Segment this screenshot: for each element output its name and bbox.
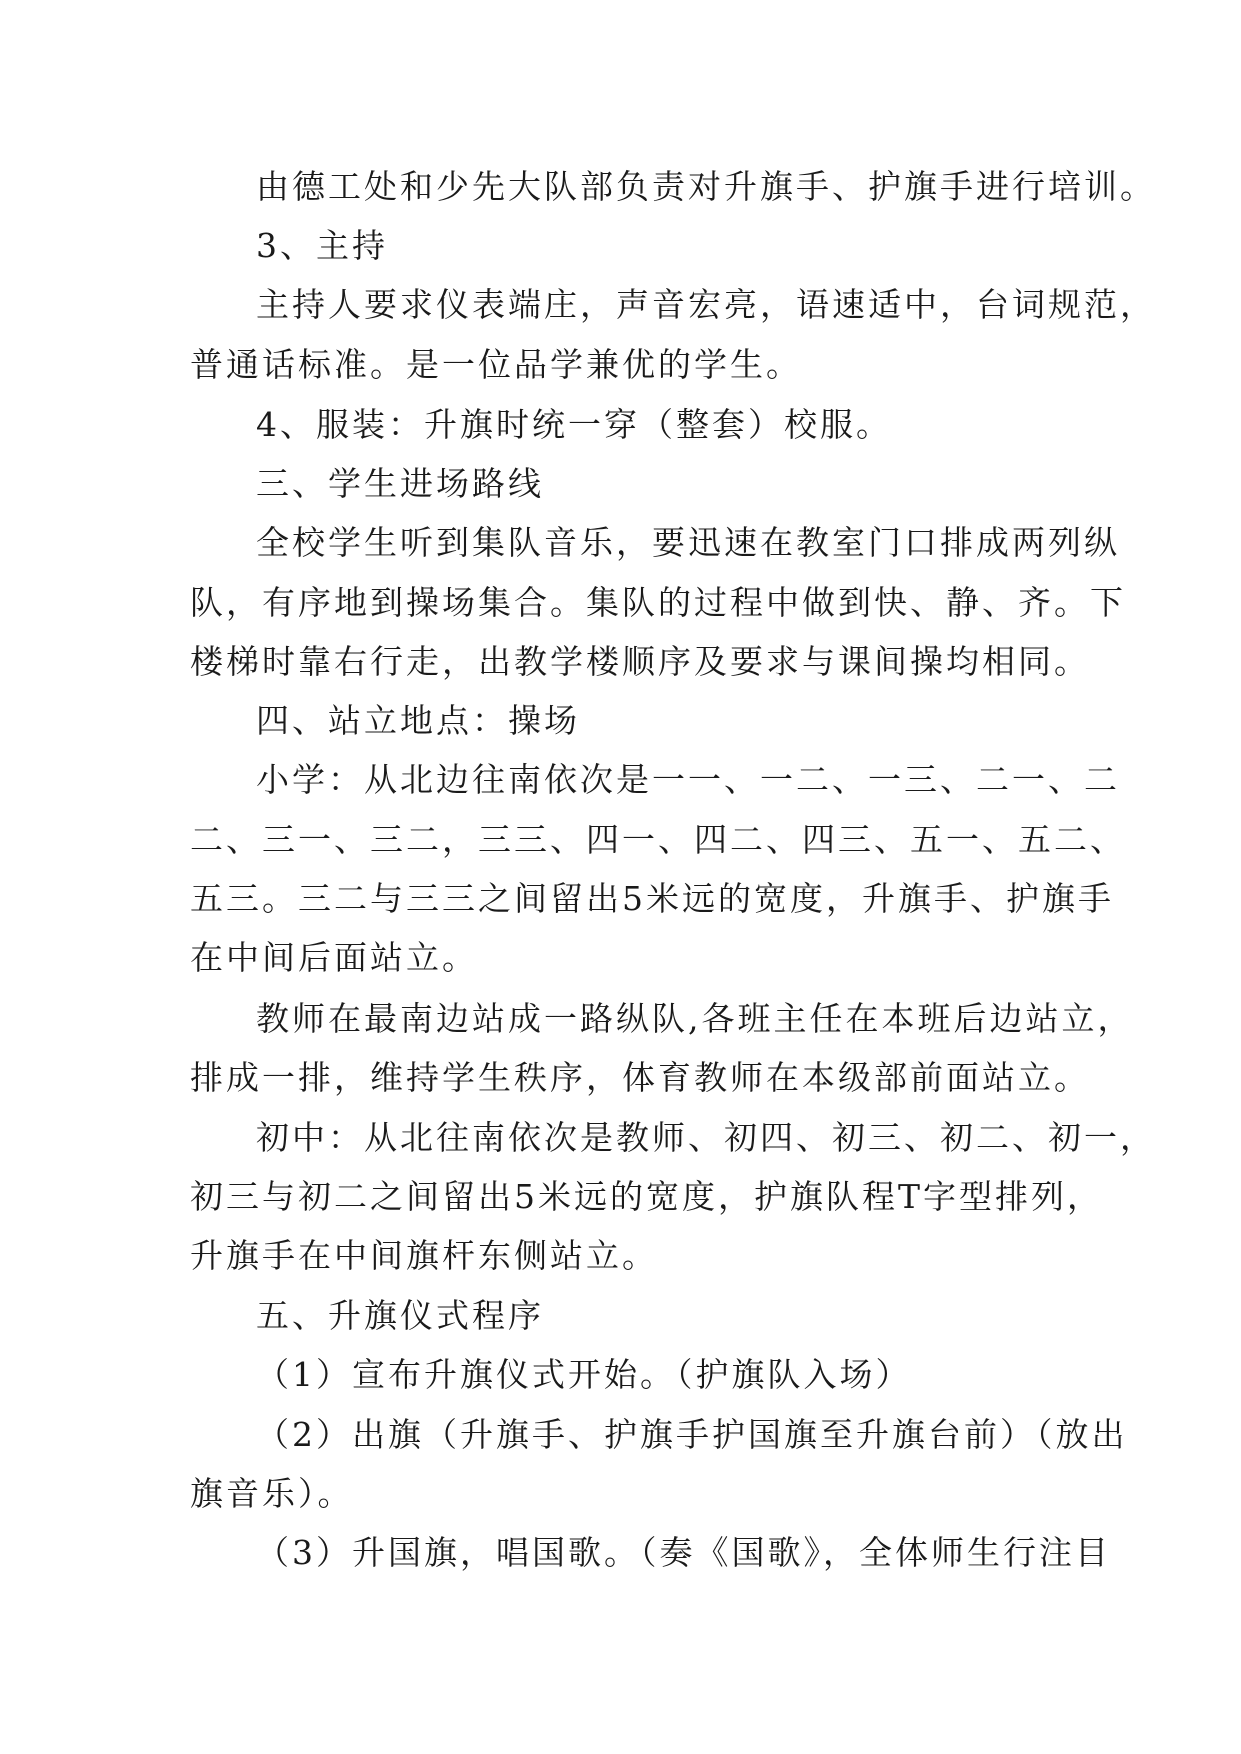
paragraph-line: 教师在最南边站成一路纵队,各班主任在本班后边站立， bbox=[256, 999, 1134, 1038]
paragraph-line: 4、服装：升旗时统一穿（整套）校服。 bbox=[256, 405, 892, 444]
list-item: （3）升国旗，唱国歌。（奏《国歌》，全体师生行注目 bbox=[256, 1533, 1111, 1572]
paragraph-line: 全校学生听到集队音乐，要迅速在教室门口排成两列纵 bbox=[256, 523, 1120, 562]
paragraph-line: 队，有序地到操场集合。集队的过程中做到快、静、齐。下 bbox=[190, 583, 1126, 622]
paragraph-line: 由德工处和少先大队部负责对升旗手、护旗手进行培训。 bbox=[256, 167, 1156, 206]
paragraph-line: 初中：从北往南依次是教师、初四、初三、初二、初一， bbox=[256, 1118, 1156, 1157]
paragraph-line: 排成一排，维持学生秩序，体育教师在本级部前面站立。 bbox=[190, 1058, 1090, 1097]
paragraph-line: 小学：从北边往南依次是一一、一二、一三、二一、二 bbox=[256, 760, 1120, 799]
paragraph-line: 二、三一、三二，三三、四一、四二、四三、五一、五二、 bbox=[190, 820, 1126, 859]
section-heading: 三、学生进场路线 bbox=[256, 464, 544, 503]
paragraph-line: 初三与初二之间留出5米远的宽度，护旗队程T字型排列， bbox=[190, 1177, 1104, 1216]
section-heading: 3、主持 bbox=[256, 226, 388, 265]
list-item: （2）出旗（升旗手、护旗手护国旗至升旗台前）（放出 bbox=[256, 1415, 1128, 1454]
paragraph-line: 升旗手在中间旗杆东侧站立。 bbox=[190, 1236, 658, 1275]
paragraph-line: 楼梯时靠右行走，出教学楼顺序及要求与课间操均相同。 bbox=[190, 642, 1090, 681]
paragraph-line: 五三。三二与三三之间留出5米远的宽度，升旗手、护旗手 bbox=[190, 879, 1114, 918]
paragraph-line: 主持人要求仪表端庄，声音宏亮，语速适中，台词规范， bbox=[256, 285, 1156, 324]
list-item: （1）宣布升旗仪式开始。（护旗队入场） bbox=[256, 1355, 912, 1394]
paragraph-line: 在中间后面站立。 bbox=[190, 938, 478, 977]
paragraph-line: 旗音乐）。 bbox=[190, 1474, 354, 1513]
section-heading: 五、升旗仪式程序 bbox=[256, 1296, 544, 1335]
paragraph-line: 普通话标准。是一位品学兼优的学生。 bbox=[190, 345, 802, 384]
section-heading: 四、站立地点：操场 bbox=[256, 701, 580, 740]
